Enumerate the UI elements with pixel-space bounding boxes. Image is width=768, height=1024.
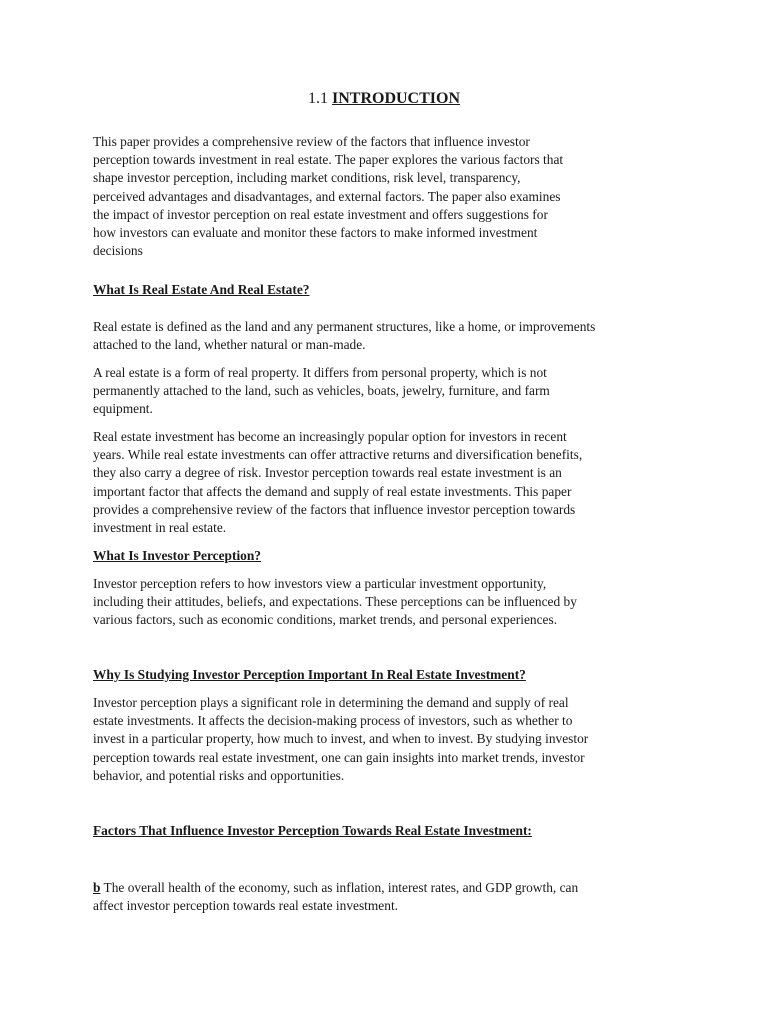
real-estate-definition-paragraph — [93, 318, 683, 354]
intro-paragraph — [93, 133, 683, 260]
factor-paragraph — [93, 879, 683, 915]
real-estate-investment-paragraph — [93, 428, 683, 537]
paragraph-line: permanently attached to the land, such as vehicles, boats, jewelry, furniture, and farm — [93, 383, 550, 399]
paragraph-line: perception towards investment in real estate. The paper explores the various factors that — [93, 152, 564, 168]
paragraph-line: Investor perception refers to how investors view a particular investment opportunity, — [93, 576, 547, 591]
section-number: 1.1 — [307, 90, 328, 107]
paragraph-line: including their attitudes, beliefs, and expectations. These perceptions can be influenced by — [93, 594, 577, 610]
paragraph-line: A real estate is a form of real property. It differs from personal property, which is not — [93, 365, 547, 380]
paragraph-line: they also carry a degree of risk. Investor perception towards real estate investment is an — [93, 465, 562, 481]
heading-why-study: Why Is Studying Investor Perception Important In Real Estate Investment? — [93, 667, 526, 682]
factor-text: The overall health of the economy, such as inflation, interest rates, and GDP growth, can — [100, 880, 579, 895]
paragraph-line: This paper provides a comprehensive review of the factors that influence investor — [93, 134, 530, 149]
paragraph-line: how investors can evaluate and monitor these factors to make informed investment — [93, 225, 538, 241]
paragraph-line: Real estate investment has become an increasingly popular option for investors in recent — [93, 429, 567, 444]
paragraph-line: affect investor perception towards real estate investment. — [93, 898, 399, 914]
paragraph-line: equipment. — [93, 401, 153, 417]
paragraph-line: various factors, such as economic conditions, market trends, and personal experiences. — [93, 612, 558, 628]
paragraph-line: estate investments. It affects the decision-making process of investors, such as whether to — [93, 713, 573, 729]
factor-marker: b — [93, 880, 101, 895]
paragraph-line — [93, 879, 683, 897]
investor-perception-paragraph — [93, 575, 683, 630]
paragraph-line: perceived advantages and disadvantages, and external factors. The paper also examines — [93, 188, 561, 204]
real-estate-form-paragraph — [93, 364, 683, 419]
paragraph-line: investment in real estate. — [93, 520, 227, 536]
section-title — [0, 88, 768, 110]
section-title-text: INTRODUCTION — [331, 90, 460, 107]
paragraph-line: Investor perception plays a significant role in determining the demand and supply of real — [93, 695, 569, 710]
heading-factors: Factors That Influence Investor Perception Towards Real Estate Investment: — [93, 823, 532, 838]
paragraph-line: perception towards real estate investment, one can gain insights into market trends, investor — [93, 749, 585, 765]
paragraph-line: the impact of investor perception on real estate investment and offers suggestions for — [93, 206, 548, 222]
paragraph-line: decisions — [93, 243, 143, 259]
paragraph-line: invest in a particular property, how much to invest, and when to invest. By studying investor — [93, 731, 589, 747]
heading-investor-perception: What Is Investor Perception? — [93, 548, 261, 563]
paragraph-line: years. While real estate investments can offer attractive returns and diversification benefits, — [93, 447, 583, 463]
paragraph-line: provides a comprehensive review of the factors that influence investor perception towards — [93, 501, 576, 517]
paragraph-line: behavior, and potential risks and opportunities. — [93, 767, 345, 783]
paragraph-line: Real estate is defined as the land and any permanent structures, like a home, or improvements — [93, 319, 596, 334]
why-study-paragraph — [93, 694, 683, 785]
paragraph-line: important factor that affects the demand and supply of real estate investments. This paper — [93, 483, 572, 499]
heading-real-estate: What Is Real Estate And Real Estate? — [93, 282, 310, 297]
paragraph-line: attached to the land, whether natural or man-made. — [93, 337, 366, 353]
paragraph-line: shape investor perception, including market conditions, risk level, transparency, — [93, 170, 521, 186]
